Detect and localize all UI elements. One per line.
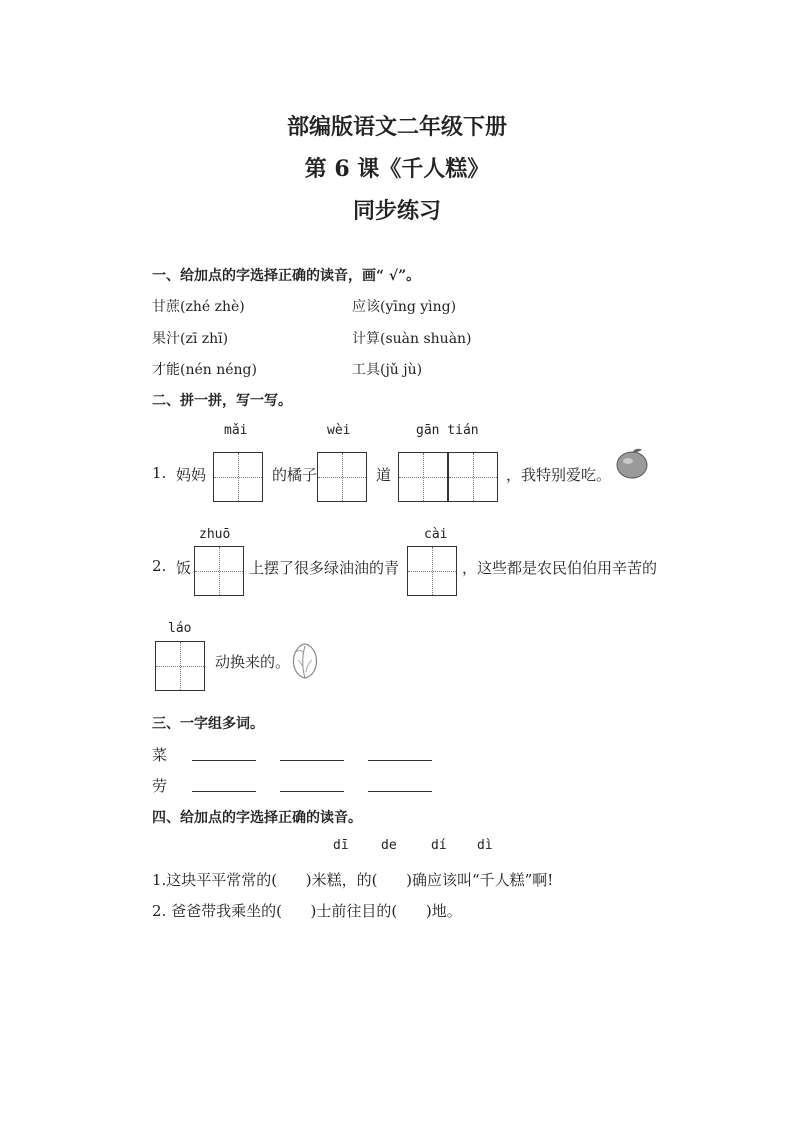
- section3-title: 三、一字组多词。: [152, 716, 264, 732]
- answer-blank[interactable]: [192, 760, 256, 761]
- question-text: 上摆了很多绿油油的青: [249, 559, 400, 577]
- writing-box[interactable]: [213, 452, 263, 502]
- writing-box[interactable]: [398, 452, 448, 502]
- exercise-title: 同步练习: [352, 198, 441, 224]
- s1-item: 计算(suàn shuàn): [352, 331, 472, 347]
- answer-blank[interactable]: [192, 791, 256, 792]
- section1-title: 一、给加点的字选择正确的读音，画“ √”。: [152, 268, 421, 284]
- question-text: 1.这块平平常常的( )米糕，的( )确应该叫“千人糕”啊!: [152, 871, 554, 889]
- s1-item: 果汁(zī zhī): [152, 331, 229, 347]
- lesson-title: 第 6 课《千人糕》: [304, 156, 490, 182]
- section2-title: 二、拼一拼，写一写。: [152, 393, 292, 409]
- pinyin-hint: cài: [424, 527, 448, 542]
- pinyin-option: dì: [477, 838, 493, 853]
- question-text: 饭: [176, 559, 192, 577]
- s1-item: 工具(jǔ jù): [352, 362, 423, 378]
- question-number: 2.: [152, 557, 167, 575]
- pinyin-option: dí: [431, 838, 447, 853]
- answer-blank[interactable]: [368, 791, 432, 792]
- group-char: 菜: [152, 746, 168, 764]
- writing-box[interactable]: [448, 452, 498, 502]
- pinyin-hint: mǎi: [224, 423, 248, 438]
- pinyin-hint: láo: [168, 621, 192, 636]
- answer-blank[interactable]: [280, 791, 344, 792]
- question-text: 动换来的。: [215, 653, 291, 671]
- group-char: 劳: [152, 777, 168, 795]
- question-text: 道: [376, 466, 392, 484]
- pinyin-hint: gān tián: [416, 423, 479, 438]
- doc-title: 部编版语文二年级下册: [286, 114, 507, 140]
- question-text: 妈妈: [176, 466, 207, 484]
- section4-title: 四、给加点的字选择正确的读音。: [152, 810, 362, 826]
- answer-blank[interactable]: [280, 760, 344, 761]
- question-text: ，这些都是农民伯伯用辛苦的: [462, 559, 658, 577]
- pinyin-option: de: [381, 838, 397, 853]
- pinyin-option: dī: [333, 838, 349, 853]
- question-number: 1.: [152, 464, 167, 482]
- writing-box[interactable]: [317, 452, 367, 502]
- writing-box[interactable]: [155, 641, 205, 691]
- pinyin-hint: zhuō: [199, 527, 231, 542]
- orange-icon: [614, 446, 650, 480]
- s1-item: 甘蔗(zhé zhè): [152, 299, 245, 315]
- cabbage-icon: [288, 640, 322, 680]
- s1-item: 应该(yīng yìng): [352, 299, 457, 315]
- answer-blank[interactable]: [368, 760, 432, 761]
- question-text: 2. 爸爸带我乘坐的( )士前往目的( )地。: [152, 902, 462, 920]
- writing-box[interactable]: [407, 546, 457, 596]
- pinyin-hint: wèi: [327, 423, 351, 438]
- question-text: ，我特别爱吃。: [506, 466, 612, 484]
- question-text: 的橘子: [272, 466, 318, 484]
- writing-box[interactable]: [194, 546, 244, 596]
- s1-item: 才能(nén néng): [152, 362, 257, 378]
